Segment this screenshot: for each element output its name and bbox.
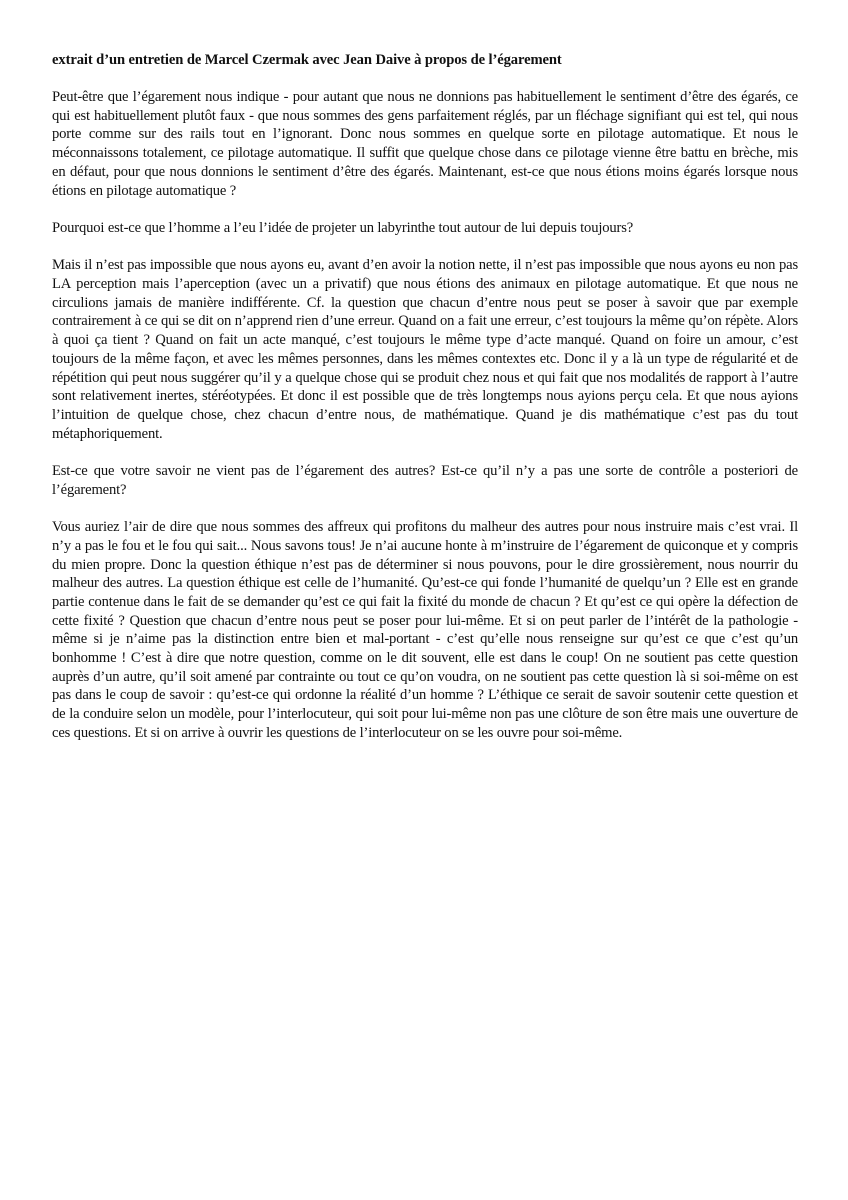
paragraph-2-question: Pourquoi est-ce que l’homme a l’eu l’idée de projeter un labyrinthe tout autour de lui depuis toujours? [52,219,634,236]
paragraph-4-question: Est-ce que votre savoir ne vient pas de l’égarement des autres? Est-ce qu’il n’y a pas une sorte de contrôle a posteriori de l’égarement? [52,463,798,498]
paragraph-3: Mais il n’est pas impossible que nous ayons eu, avant d’en avoir la notion nette, il n’est pas impossible que nous ayons eu non pas LA perception mais l’aperception (avec un a privatif) que nous étions des animaux en pilotage automatique. Et que nous ne circulions jamais de manière indifférente. Cf. la question que chacun d’entre nous peut se poser à savoir que par exemple contrairement à ce qui se dit on n’apprend rien d’une erreur. Quand on a fait une erreur, c’est toujours la même qu’on répète. Alors à quoi ça tient ? Quand on fait un acte manqué, c’est toujours le même type d’acte manqué. Quand on foire un amour, c’est toujours de la même façon, et avec les mêmes personnes, dans les mêmes contextes etc. Donc il y a là un type de régularité et de répétition qui peut nous suggérer qu’il y a quelque chose qui se produit chez nous et qui fait que nos modalités de rapport à l’autre sont relativement inertes, stéréotypées. Et donc il est possible que de très longtemps nous ayions perçu cela. Et que nous ayions l’intuition de quelque chose, chez chacun d’entre nous, de mathématique. Quand je dis mathématique c’est pas du tout métaphoriquement. [52,257,798,442]
document-page [52,50,798,761]
paragraph-1: Peut-être que l’égarement nous indique - pour autant que nous ne donnions pas habituellement le sentiment d’être des égarés, ce qui est habituellement plutôt faux - que nous sommes des gens parfaitement réglés, par un fléchage signifiant qui est tel, qui nous porte comme sur des rails tout en l’ignorant. Donc nous sommes en quelque sorte en pilotage automatique. Et nous le méconnaissons totalement, ce pilotage automatique. Il suffit que quelque chose dans ce pilotage vienne être battu en brèche, mis en défaut, pour que nous donnions le sentiment d’être des égarés. Maintenant, est-ce que nous étions moins égarés lorsque nous étions en pilotage automatique ? [52,89,798,199]
paragraph-5: Vous auriez l’air de dire que nous sommes des affreux qui profitons du malheur des autres pour nous instruire mais c’est vrai. Il n’y a pas le fou et le fou qui sait... Nous savons tous! Je n’ai aucune honte à m’instruire de l’égarement de quiconque et y compris du mien propre. Donc la question éthique n’est pas de déterminer si nous pouvons, pour le dire grossièrement, nous nourrir du malheur des autres. La question éthique est celle de l’humanité. Qu’est-ce qui fonde l’humanité de quelqu’un ? Elle est en grande partie contenue dans le fait de se demander qu’est ce qui fait la fixité du monde de chacun ? Et qu’est ce qui opère la défection de cette fixité ? Question que chacun d’entre nous peut se poser pour lui-même. Et si on peut parler de l’intérêt de la pathologie - même si je n’aime pas la distinction entre bien et mal-portant - c’est qu’elle nous renseigne sur qu’est ce que c’est qu’un bonhomme ! C’est à dire que notre question, comme on le dit souvent, elle est dans le coup! On ne soutient pas cette question auprès d’un autre, qu’il soit amené par contrainte ou tout ce qu’on voudra, on ne soutient pas cette question là si soi-même on est pas dans le coup de savoir : qu’est-ce qui ordonne la réalité d’un homme ? L’éthique ce serait de savoir soutenir cette question et de la conduire selon un modèle, pour l’interlocuteur, qui soit pour lui-même non pas une clôture de son être mais une ouverture de ces questions. Et si on arrive à ouvrir les questions de l’interlocuteur on se les ouvre pour soi-même. [52,519,798,741]
document-title: extrait d’un entretien de Marcel Czermak avec Jean Daive à propos de l’égarement [52,52,562,68]
